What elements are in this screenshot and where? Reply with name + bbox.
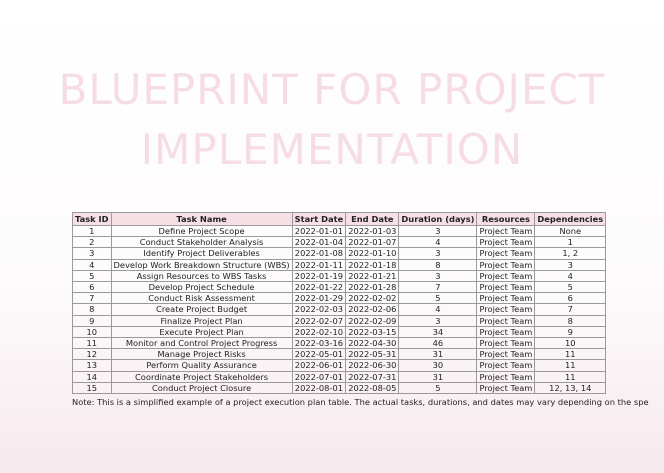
start-date-cell[interactable]: 2022-02-07 (292, 315, 346, 326)
task-id-cell[interactable]: 7 (73, 293, 112, 304)
start-date-cell[interactable]: 2022-01-08 (292, 248, 346, 259)
task-name-cell[interactable]: Conduct Risk Assessment (111, 293, 292, 304)
end-date-cell[interactable]: 2022-03-15 (346, 326, 399, 337)
dependencies-cell[interactable]: 1 (535, 237, 606, 248)
task-id-cell[interactable]: 4 (73, 259, 112, 270)
end-date-cell[interactable]: 2022-01-07 (346, 237, 399, 248)
end-date-cell[interactable]: 2022-05-31 (346, 349, 399, 360)
resources-cell[interactable]: Project Team (477, 270, 535, 281)
task-id-cell[interactable]: 3 (73, 248, 112, 259)
task-id-cell[interactable]: 1 (73, 226, 112, 237)
task-id-cell[interactable]: 5 (73, 270, 112, 281)
resources-cell[interactable]: Project Team (477, 282, 535, 293)
dependencies-cell[interactable]: 4 (535, 270, 606, 281)
duration-cell[interactable]: 34 (399, 326, 477, 337)
table-row (73, 248, 606, 259)
header-duration[interactable]: Duration (days) (399, 213, 477, 226)
duration-cell[interactable]: 5 (399, 382, 477, 393)
start-date-cell[interactable]: 2022-06-01 (292, 360, 346, 371)
task-id-cell[interactable]: 6 (73, 282, 112, 293)
start-date-cell[interactable]: 2022-01-11 (292, 259, 346, 270)
start-date-cell[interactable]: 2022-01-04 (292, 237, 346, 248)
end-date-cell[interactable]: 2022-08-05 (346, 382, 399, 393)
dependencies-cell[interactable]: 12, 13, 14 (535, 382, 606, 393)
dependencies-cell[interactable]: None (535, 226, 606, 237)
task-id-cell[interactable]: 9 (73, 315, 112, 326)
header-task-name[interactable]: Task Name (111, 213, 292, 226)
task-name-cell[interactable]: Finalize Project Plan (111, 315, 292, 326)
start-date-cell[interactable]: 2022-07-01 (292, 371, 346, 382)
header-dependencies[interactable]: Dependencies (535, 213, 606, 226)
table-row (73, 226, 606, 237)
table-row (73, 360, 606, 371)
end-date-cell[interactable]: 2022-01-03 (346, 226, 399, 237)
spreadsheet-area (72, 212, 649, 410)
task-name-cell[interactable]: Manage Project Risks (111, 349, 292, 360)
task-id-cell[interactable]: 15 (73, 382, 112, 393)
resources-cell[interactable]: Project Team (477, 226, 535, 237)
task-name-cell[interactable]: Execute Project Plan (111, 326, 292, 337)
duration-cell[interactable]: 8 (399, 259, 477, 270)
start-date-cell[interactable]: 2022-01-22 (292, 282, 346, 293)
table-row (73, 382, 606, 393)
task-name-cell[interactable]: Conduct Stakeholder Analysis (111, 237, 292, 248)
duration-cell[interactable]: 3 (399, 248, 477, 259)
task-id-cell[interactable]: 14 (73, 371, 112, 382)
table-row (73, 259, 606, 270)
start-date-cell[interactable]: 2022-01-19 (292, 270, 346, 281)
task-name-cell[interactable]: Develop Project Schedule (111, 282, 292, 293)
resources-cell[interactable]: Project Team (477, 382, 535, 393)
task-name-cell[interactable]: Monitor and Control Project Progress (111, 338, 292, 349)
dependencies-cell[interactable]: 7 (535, 304, 606, 315)
table-row (73, 237, 606, 248)
task-name-cell[interactable]: Assign Resources to WBS Tasks (111, 270, 292, 281)
end-date-cell[interactable]: 2022-02-06 (346, 304, 399, 315)
start-date-cell[interactable]: 2022-05-01 (292, 349, 346, 360)
duration-cell[interactable]: 46 (399, 338, 477, 349)
page-title (0, 60, 664, 180)
header-resources[interactable]: Resources (477, 213, 535, 226)
task-name-cell[interactable]: Perform Quality Assurance (111, 360, 292, 371)
table-row (73, 349, 606, 360)
task-name-cell[interactable]: Conduct Project Closure (111, 382, 292, 393)
task-name-cell[interactable]: Identify Project Deliverables (111, 248, 292, 259)
dependencies-cell[interactable]: 11 (535, 349, 606, 360)
resources-cell[interactable]: Project Team (477, 371, 535, 382)
table-row (73, 282, 606, 293)
duration-cell[interactable]: 3 (399, 270, 477, 281)
dependencies-cell[interactable]: 8 (535, 315, 606, 326)
header-task-id[interactable]: Task ID (73, 213, 112, 226)
end-date-cell[interactable]: 2022-04-30 (346, 338, 399, 349)
resources-cell[interactable]: Project Team (477, 248, 535, 259)
task-name-cell[interactable]: Coordinate Project Stakeholders (111, 371, 292, 382)
title-line-2: IMPLEMENTATION (140, 125, 524, 174)
resources-cell[interactable]: Project Team (477, 304, 535, 315)
duration-cell[interactable]: 3 (399, 226, 477, 237)
start-date-cell[interactable]: 2022-02-03 (292, 304, 346, 315)
start-date-cell[interactable]: 2022-01-29 (292, 293, 346, 304)
header-row (73, 213, 606, 226)
end-date-cell[interactable]: 2022-02-09 (346, 315, 399, 326)
title-line-1: BLUEPRINT FOR PROJECT (58, 65, 606, 114)
task-name-cell[interactable]: Develop Work Breakdown Structure (WBS) (111, 259, 292, 270)
table-row (73, 304, 606, 315)
table-row (73, 326, 606, 337)
task-name-cell[interactable]: Define Project Scope (111, 226, 292, 237)
task-id-cell[interactable]: 13 (73, 360, 112, 371)
resources-cell[interactable]: Project Team (477, 326, 535, 337)
resources-cell[interactable]: Project Team (477, 315, 535, 326)
dependencies-cell[interactable]: 11 (535, 371, 606, 382)
duration-cell[interactable]: 7 (399, 282, 477, 293)
end-date-cell[interactable]: 2022-01-28 (346, 282, 399, 293)
duration-cell[interactable]: 31 (399, 371, 477, 382)
task-id-cell[interactable]: 8 (73, 304, 112, 315)
duration-cell[interactable]: 3 (399, 315, 477, 326)
end-date-cell[interactable]: 2022-01-21 (346, 270, 399, 281)
resources-cell[interactable]: Project Team (477, 338, 535, 349)
table-row (73, 270, 606, 281)
end-date-cell[interactable]: 2022-02-02 (346, 293, 399, 304)
resources-cell[interactable]: Project Team (477, 259, 535, 270)
resources-cell[interactable]: Project Team (477, 349, 535, 360)
task-id-cell[interactable]: 11 (73, 338, 112, 349)
footnote: Note: This is a simplified example of a project execution plan table. The actual tasks, durations, and dates may vary depending on the spe (72, 397, 649, 407)
duration-cell[interactable]: 31 (399, 349, 477, 360)
table-row (73, 315, 606, 326)
duration-cell[interactable]: 4 (399, 237, 477, 248)
dependencies-cell[interactable]: 5 (535, 282, 606, 293)
start-date-cell[interactable]: 2022-01-01 (292, 226, 346, 237)
duration-cell[interactable]: 5 (399, 293, 477, 304)
dependencies-cell[interactable]: 11 (535, 360, 606, 371)
dependencies-cell[interactable]: 9 (535, 326, 606, 337)
task-id-cell[interactable]: 12 (73, 349, 112, 360)
start-date-cell[interactable]: 2022-03-16 (292, 338, 346, 349)
end-date-cell[interactable]: 2022-07-31 (346, 371, 399, 382)
start-date-cell[interactable]: 2022-02-10 (292, 326, 346, 337)
dependencies-cell[interactable]: 10 (535, 338, 606, 349)
table-body (73, 226, 606, 394)
end-date-cell[interactable]: 2022-06-30 (346, 360, 399, 371)
table-row (73, 371, 606, 382)
header-start-date[interactable]: Start Date (292, 213, 346, 226)
table-row (73, 293, 606, 304)
duration-cell[interactable]: 4 (399, 304, 477, 315)
end-date-cell[interactable]: 2022-01-18 (346, 259, 399, 270)
resources-cell[interactable]: Project Team (477, 237, 535, 248)
resources-cell[interactable]: Project Team (477, 360, 535, 371)
dependencies-cell[interactable]: 1, 2 (535, 248, 606, 259)
dependencies-cell[interactable]: 3 (535, 259, 606, 270)
resources-cell[interactable]: Project Team (477, 293, 535, 304)
task-id-cell[interactable]: 2 (73, 237, 112, 248)
dependencies-cell[interactable]: 6 (535, 293, 606, 304)
project-plan-table (72, 212, 606, 394)
task-id-cell[interactable]: 10 (73, 326, 112, 337)
table-row (73, 338, 606, 349)
header-end-date[interactable]: End Date (346, 213, 399, 226)
end-date-cell[interactable]: 2022-01-10 (346, 248, 399, 259)
start-date-cell[interactable]: 2022-08-01 (292, 382, 346, 393)
task-name-cell[interactable]: Create Project Budget (111, 304, 292, 315)
duration-cell[interactable]: 30 (399, 360, 477, 371)
